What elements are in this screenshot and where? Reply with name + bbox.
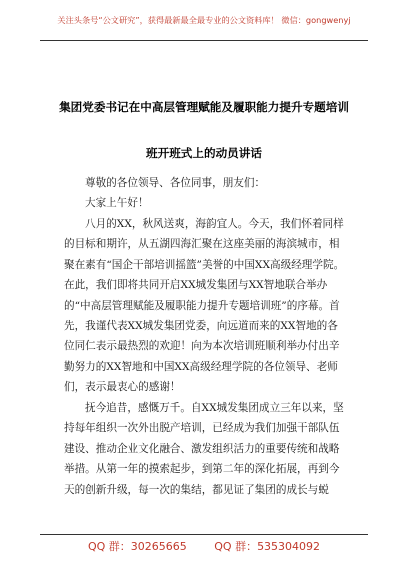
header-banner: 关注头条号“公文研究”，获得最新最全最专业的公文资料库！ 微信：gongwenyj bbox=[57, 15, 351, 25]
document-title-line-2: 班开班式上的动员讲话 bbox=[146, 146, 262, 160]
footer-qq-group-1: QQ 群：30265665 bbox=[87, 540, 187, 553]
salutation-paragraph: 尊敬的各位领导、各位同事，朋友们： bbox=[85, 177, 266, 189]
header-divider bbox=[40, 40, 368, 41]
footer-divider bbox=[40, 534, 368, 535]
document-title-line-1: 集团党委书记在中高层管理赋能及履职能力提升专题培训 bbox=[59, 100, 349, 114]
body-paragraph: 八月的XX，秋风送爽，海韵宜人。今天，我们怀着同样的目标和期许，从五湖四海汇聚在这座美丽的海滨城市，相聚在素有“国企干部培训摇篮”美誉的中国XX高级经理学院。在此，我们即将共同开启XX城发集团与XX智地联合举办的“中高层管理赋能及履职能力提升专题培训班”的序幕。首先，我谨代表XX城发集团党委，向远道而来的XX智地的各位同仁表示最热烈的欢迎！向为本次培训班顺利举办付出辛勤努力的XX智地和中国XX高级经理学院的各位领导、老师们，表示最衷心的感谢！ bbox=[64, 218, 345, 394]
body-paragraph: 抚今追昔，感慨万千。自XX城发集团成立三年以来，坚持每年组织一次外出脱产培训，已经成为我们加强干部队伍建设、推动企业文化融合、激发组织活力的重要传统和战略举措。从第一年的摸索起步，到第二年的深化拓展，再到今天的创新升级，每一次的集结，都见证了集团的成长与蜕 bbox=[64, 402, 344, 496]
footer-contacts bbox=[0, 538, 408, 554]
footer-qq-group-2: QQ 群：535304092 bbox=[214, 540, 321, 553]
greeting-paragraph: 大家上午好！ bbox=[85, 197, 149, 209]
